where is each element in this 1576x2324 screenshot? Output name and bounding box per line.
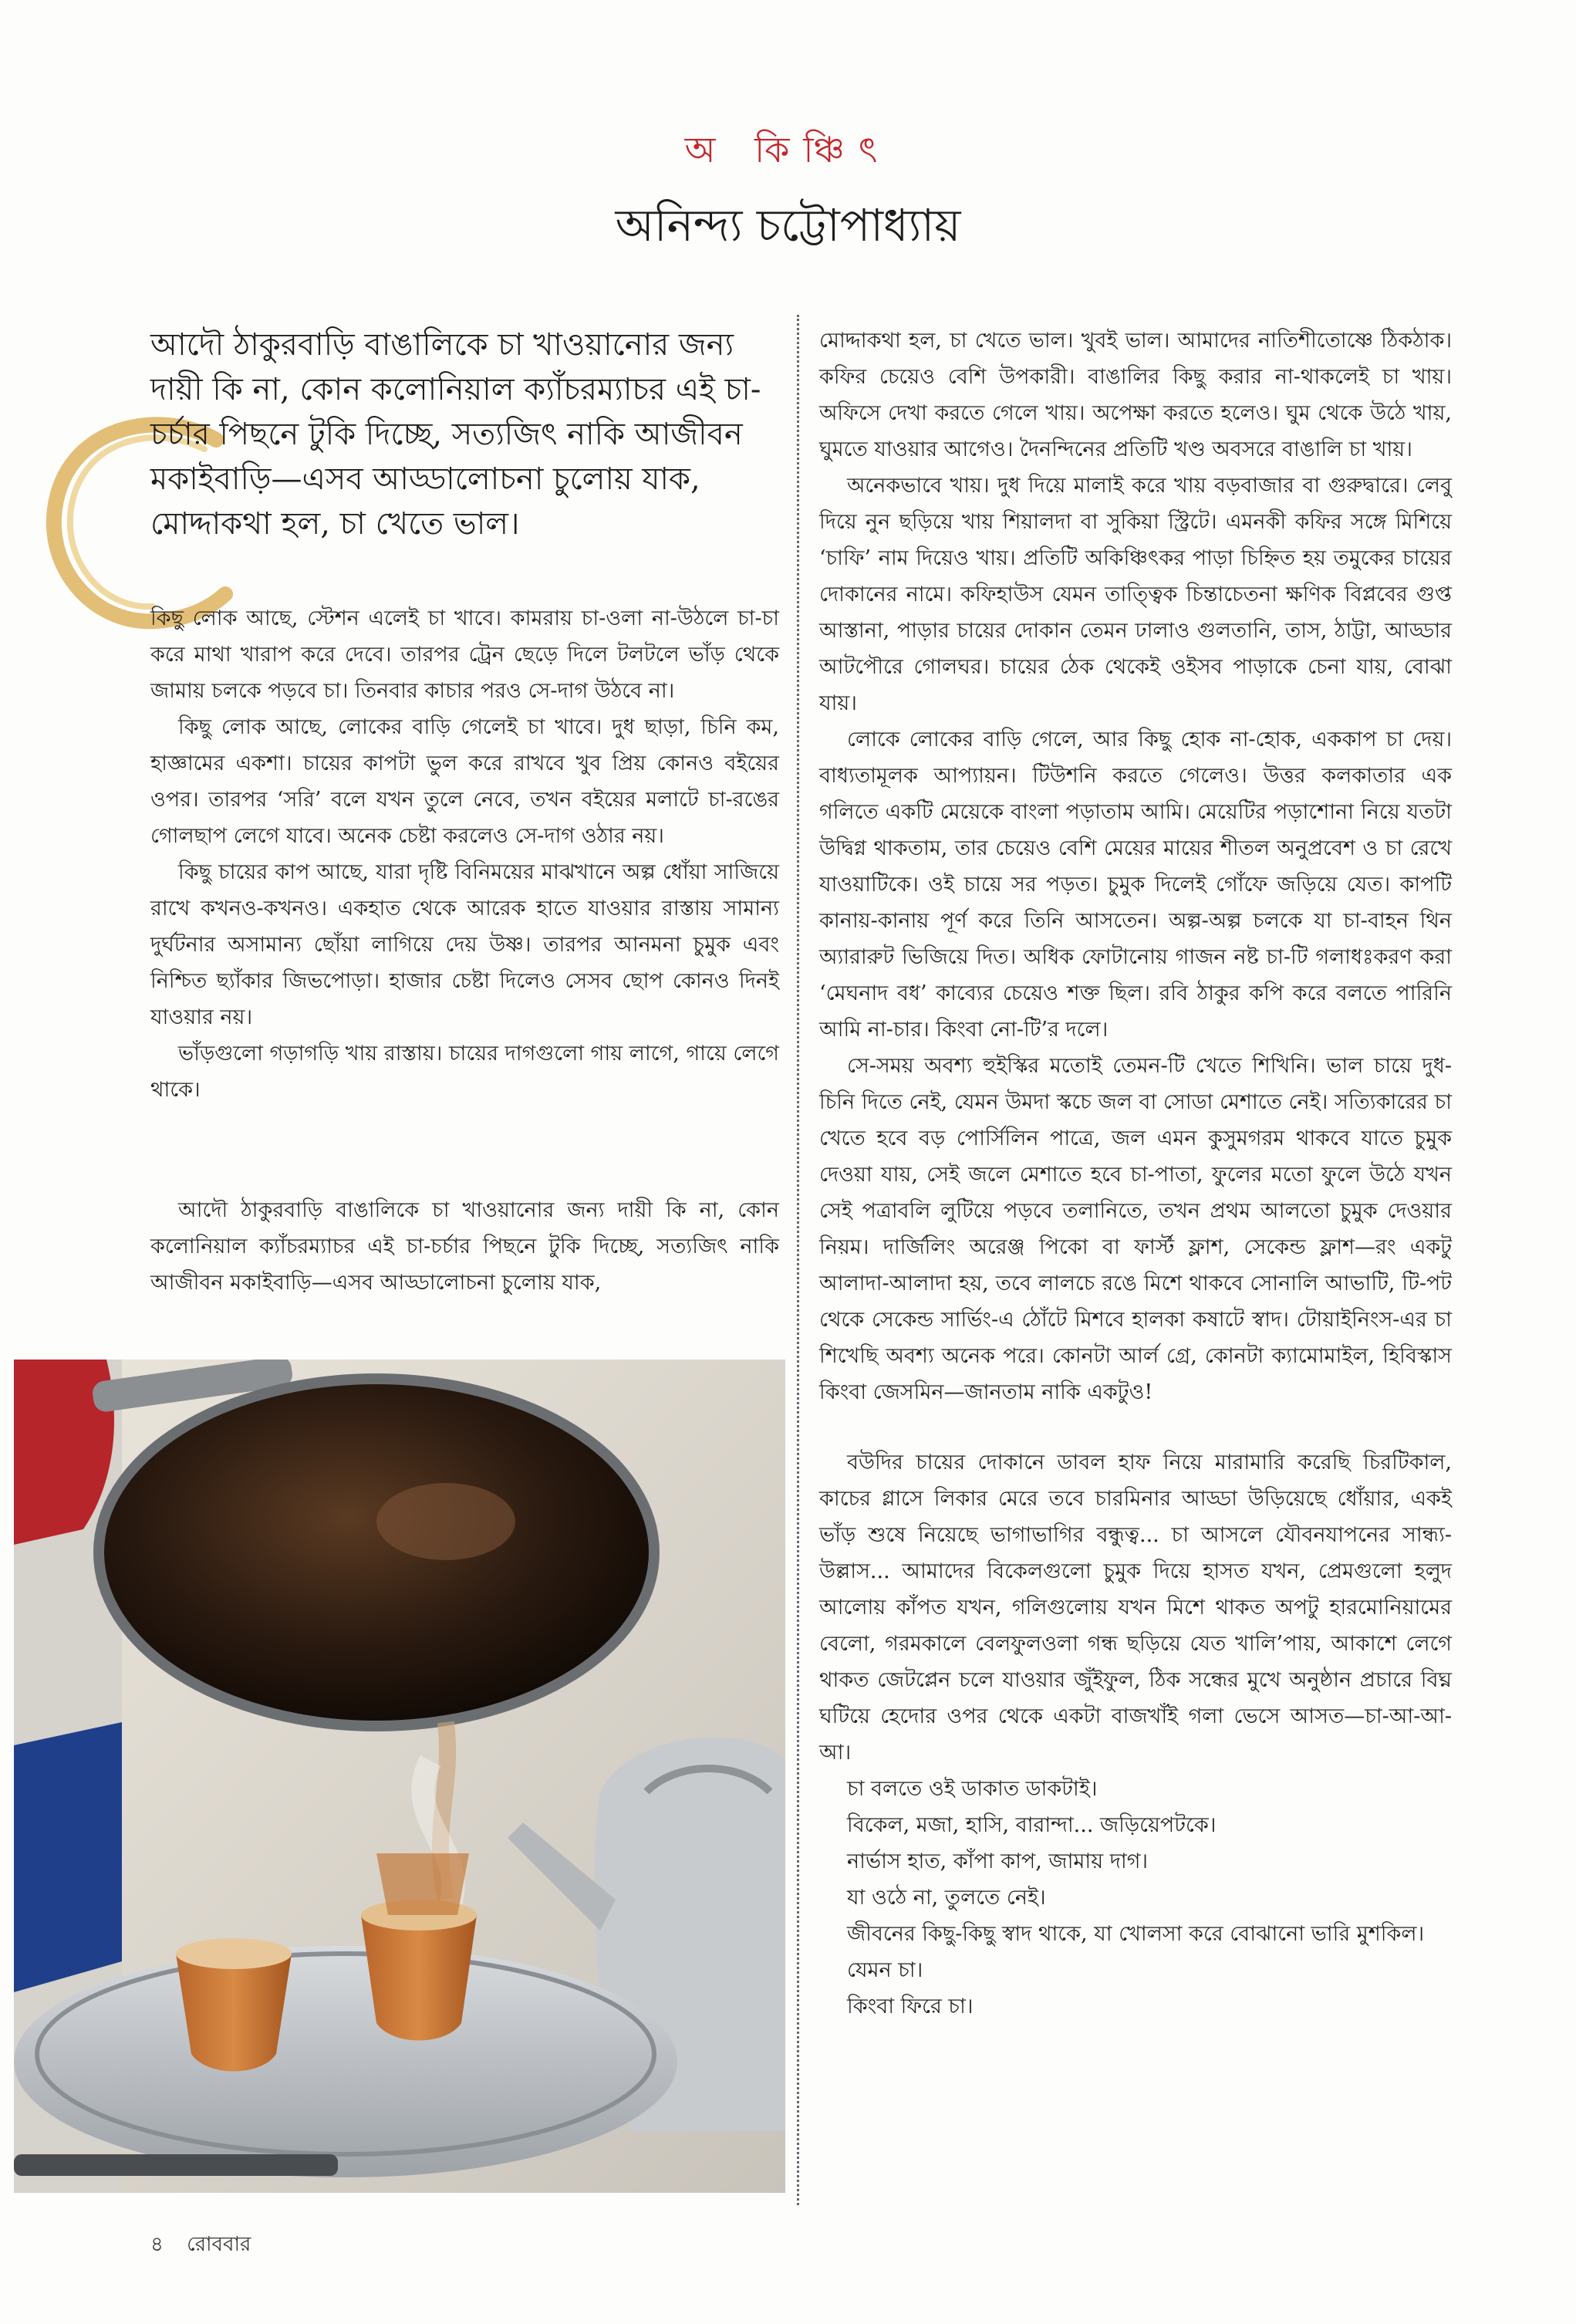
lede-paragraph — [150, 323, 791, 546]
right-line: বিকেল, মজা, হাসি, বারান্দা... জড়িয়েপটকে। — [847, 1813, 1217, 1837]
left-paragraph: ভাঁড়গুলো গড়াগড়ি খায় রাস্তায়। চায়ের দাগগুলো গায় লাগে, গায়ে লেগে থাকে। — [150, 1042, 779, 1102]
right-paragraph: লোকে লোকের বাড়ি গেলে, আর কিছু হোক না-হোক, এককাপ চা দেয়। বাধ্যতামূলক আপ্যায়ন। টিউশনি করতে গেলেও। উত্তর কলকাতার এক গলিতে একটি মেয়েকে বাংলা পড়াতাম আমি। মেয়েটির পড়াশোনা নিয়ে যতটা উদ্বিগ্ন থাকতাম, তার চেয়েও বেশি মেয়ের মায়ের শীতল অনুপ্রবেশ ও চা রেখে যাওয়াটিকে। ওই চায়ে সর পড়ত। চুমুক দিলেই গোঁফে জড়িয়ে যেত। কাপটি কানায়-কানায় পূর্ণ করে তিনি আসতেন। অল্প-অল্প চলকে যা চা-বাহন থিন অ্যারারুট ভিজিয়ে দিত। অধিক ফোটানোয় গাজন নষ্ট চা-টি গলাধঃকরণ করা ‘মেঘনাদ বধ’ কাব্যের চেয়েও শক্ত ছিল। রবি ঠাকুর কপি করে বলতে পারিনি আমি না-চার। কিংবা নো-টি’র দলে। — [819, 728, 1452, 1042]
left-column — [150, 600, 779, 1108]
right-paragraph: অনেকভাবে খায়। দুধ দিয়ে মালাই করে খায় বড়বাজার বা গুরুদ্বারে। লেবু দিয়ে নুন ছড়িয়ে খায় শিয়ালদা বা সুকিয়া স্ট্রিটে। এমনকী কফির সঙ্গে মিশিয়ে ‘চাফি’ নাম দিয়েও খায়। প্রতিটি অকিঞ্চিৎকর পাড়া চিহ্নিত হয় তমুকের চায়ের দোকানের নামে। কফিহাউস যেমন তাত্ত্বিক চিন্তাচেতনা ক্ষণিক বিপ্লবের গুপ্ত আস্তানা, পাড়ার চায়ের দোকান তেমন ঢালাও গুলতানি, তাস, ঠাট্টা, আড্ডার আটপৌরে গোলঘর। চায়ের ঠেক থেকেই ওইসব পাড়াকে চেনা যায়, বোঝা যায়। — [819, 474, 1452, 715]
section-label: অ কিঞ্চিৎ — [684, 129, 892, 171]
left-paragraph: কিছু চায়ের কাপ আছে, যারা দৃষ্টি বিনিময়ের মাঝখানে অল্প ধোঁয়া সাজিয়ে রাখে কখনও-কখনও। একহাত থেকে আরেক হাতে যাওয়ার রাস্তায় সামান্য দুর্ঘটনার অসামান্য ছোঁয়া লাগিয়ে দেয় উষ্ণ। তারপর আনমনা চুমুক এবং নিশ্চিত ছ্যাঁকার জিভপোড়া। হাজার চেষ্টা দিলেও সেসব ছোপ কোনও দিনই যাওয়ার নয়। — [150, 860, 779, 1029]
right-line: কিংবা ফিরে চা। — [847, 1995, 974, 2018]
right-line: জীবনের কিছু-কিছু স্বাদ থাকে, যা খোলসা করে বোঝানো ভারি মুশকিল। — [847, 1922, 1425, 1946]
tea-pouring-photo — [14, 1360, 785, 2193]
left-paragraph: কিছু লোক আছে, লোকের বাড়ি গেলেই চা খাবে। দুধ ছাড়া, চিনি কম, হাজ্ঞামের একশা। চায়ের কাপটা ভুল করে রাখবে খুব প্রিয় কোনও বইয়ের ওপর। তারপর ‘সরি’ বলে যখন তুলে নেবে, তখন বইয়ের মলাটে চা-রঙের গোলছাপ লেগে যাবে। অনেক চেষ্টা করলেও সে-দাগ ওঠার নয়। — [150, 715, 779, 848]
column-divider — [797, 315, 799, 2205]
page-footer — [150, 2228, 268, 2262]
right-paragraph: সে-সময় অবশ্য হুইস্কির মতোই তেমন-টি খেতে শিখিনি। ভাল চায়ে দুধ-চিনি দিতে নেই, যেমন উমদা স্কচে জল বা সোডা মেশাতে নেই। সত্যিকারের চা খেতে হবে বড় পোর্সিলিন পাত্রে, জল এমন কুসুমগরম থাকবে যাতে চুমুক দেওয়া যায়, সেই জলে মেশাতে হবে চা-পাতা, ফুলের মতো ফুলে উঠে যখন সেই পত্রাবলি লুটিয়ে পড়বে তলানিতে, তখন প্রথম আলতো চুমুক দেওয়ার নিয়ম। দার্জিলিং অরেঞ্জ পিকো বা ফার্স্ট ফ্লাশ, সেকেন্ড ফ্লাশ—রং একটু আলাদা-আলাদা হয়, তবে লালচে রঙে মিশে থাকবে সোনালি আভাটি, টি-পট থেকে সেকেন্ড সার্ভিং-এ ঠোঁটে মিশবে হালকা কষাটে স্বাদ। টোয়াইনিংস-এর চা শিখেছি অবশ্য অনেক পরে। কোনটা আর্ল গ্রে, কোনটা ক্যামোমাইল, হিবিস্কাস কিংবা জেসমিন—জানতাম নাকি একটুও! — [819, 1054, 1452, 1404]
right-paragraph: বউদির চায়ের দোকানে ডাবল হাফ নিয়ে মারামারি করেছি চিরটিকাল, কাচের গ্লাসে লিকার মেরে তবে চারমিনার আড্ডা উড়িয়েছে ধোঁয়ার, একই ভাঁড় শুষে নিয়েছে ভাগাভাগির বন্ধুত্ব... চা আসলে যৌবনযাপনের সান্ধ্য-উল্লাস... আমাদের বিকেলগুলো চুমুক দিয়ে হাসত যখন, প্রেমগুলো হলুদ আলোয় কাঁপত যখন, গলিগুলোয় যখন মিশে থাকত অপটু হারমোনিয়ামের বেলো, গরমকালে বেলফুলওলা গন্ধ ছড়িয়ে যেত খালি’পায়, আকাশে লেগে থাকত জেটপ্লেন চলে যাওয়ার জুঁইফুল, ঠিক সন্ধের মুখে অনুষ্ঠান প্রচারে বিঘ্ন ঘটিয়ে হেদোর ওপর থেকে একটা বাজখাঁই গলা ভেসে আসত—চা-আ-আ-আ। — [819, 1451, 1452, 1765]
right-line: যেমন চা। — [847, 1958, 923, 1982]
publication-name: রোববার — [187, 2233, 251, 2256]
page-number: ৪ — [150, 2233, 164, 2256]
lede-text: আদৌ ঠাকুরবাড়ি বাঙালিকে চা খাওয়ানোর জন্য দায়ী কি না, কোন কলোনিয়াল ক্যাঁচরম্যাচর এই চা-চর্চার পিছনে টুকি দিচ্ছে, সত্যজিৎ নাকি আজীবন মকাইবাড়ি—এসব আড্ডালোচনা চুলোয় যাক, মোদ্দাকথা হল, চা খেতে ভাল। — [150, 327, 761, 542]
right-line: যা ওঠে না, তুলতে নেই। — [847, 1886, 1046, 1910]
right-column — [819, 323, 1452, 2025]
right-paragraph: মোদ্দাকথা হল, চা খেতে ভাল। খুবই ভাল। আমাদের নাতিশীতোষ্ণে ঠিকঠাক। কফির চেয়েও বেশি উপকারী। বাঙালির কিছু করার না-থাকলেই চা খায়। অফিসে দেখা করতে গেলে খায়। অপেক্ষা করতে হলেও। ঘুম থেকে উঠে খায়, ঘুমতে যাওয়ার আগেও। দৈনন্দিনের প্রতিটি খণ্ড অবসরে বাঙালি চা খায়। — [819, 329, 1452, 461]
right-line: চা বলতে ওই ডাকাত ডাকটাই। — [847, 1777, 1098, 1801]
left-paragraph: কিছু লোক আছে, স্টেশন এলেই চা খাবে। কামরায় চা-ওলা না-উঠলে চা-চা করে মাথা খারাপ করে দেবে। তারপর ট্রেন ছেড়ে দিলে টলটলে ভাঁড় থেকে জামায় চলকে পড়বে চা। তিনবার কাচার পরও সে-দাগ উঠবে না। — [150, 606, 779, 703]
left-column-lower — [150, 1192, 779, 1301]
right-line: নার্ভাস হাত, কাঁপা কাপ, জামায় দাগ। — [847, 1849, 1149, 1873]
author-name: অনিন্দ্য চট্টোপাধ্যায় — [615, 199, 961, 252]
left-paragraph-lower: আদৌ ঠাকুরবাড়ি বাঙালিকে চা খাওয়ানোর জন্য দায়ী কি না, কোন কলোনিয়াল ক্যাঁচরম্যাচর এই চা-চর্চার পিছনে টুকি দিচ্ছে, সত্যজিৎ নাকি আজীবন মকাইবাড়ি—এসব আড্ডালোচনা চুলোয় যাক, — [150, 1198, 779, 1295]
